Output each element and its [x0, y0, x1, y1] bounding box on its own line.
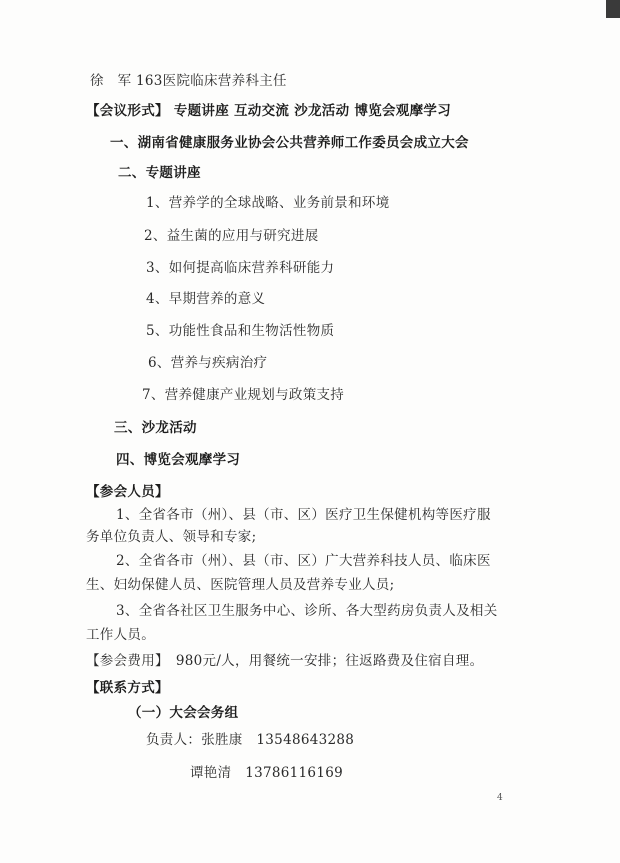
topic-item: 4、早期营养的意义 — [146, 291, 266, 307]
attendee-item: 2、全省各市（州）、县（市、区）广大营养科技人员、临床医 — [116, 553, 491, 569]
topic-item: 7、营养健康产业规划与政策支持 — [142, 387, 345, 403]
speaker-line: 徐 军 163医院临床营养科主任 — [90, 73, 287, 89]
section-four-heading: 四、博览会观摩学习 — [116, 452, 241, 468]
section-two-heading: 二、专题讲座 — [118, 165, 201, 181]
attendee-item-cont: 生、妇幼保健人员、医院管理人员及营养专业人员; — [86, 577, 395, 593]
topic-item: 1、营养学的全球战略、业务前景和环境 — [146, 195, 390, 211]
attendee-item: 1、全省各市（州）、县（市、区）医疗卫生保健机构等医疗服 — [116, 507, 491, 523]
attendee-item-cont: 工作人员。 — [86, 627, 155, 643]
conference-office-heading: （一）大会会务组 — [128, 705, 239, 721]
topic-item: 6、营养与疾病治疗 — [148, 355, 268, 371]
attendee-item-cont: 务单位负责人、领导和专家; — [86, 529, 257, 545]
scan-corner-mark — [606, 0, 620, 18]
topic-item: 2、益生菌的应用与研究进展 — [144, 228, 319, 244]
contact-person: 负责人：张胜康 13548643288 — [146, 732, 355, 748]
topic-item: 5、功能性食品和生物活性物质 — [146, 323, 335, 339]
attendees-heading: 【参会人员】 — [86, 484, 169, 500]
topic-item: 3、如何提高临床营养科研能力 — [146, 260, 335, 276]
page-number: 4 — [497, 793, 503, 803]
section-three-heading: 三、沙龙活动 — [114, 420, 197, 436]
contact-heading: 【联系方式】 — [86, 680, 169, 696]
attendee-item: 3、全省各社区卫生服务中心、诊所、各大型药房负责人及相关 — [116, 603, 498, 619]
contact-person: 谭艳清 13786116169 — [190, 765, 343, 781]
section-one-heading: 一、湖南省健康服务业协会公共营养师工作委员会成立大会 — [110, 135, 469, 151]
meeting-format: 【会议形式】 专题讲座 互动交流 沙龙活动 博览会观摩学习 — [86, 103, 451, 119]
fee-line: 【参会费用】 980元/人，用餐统一安排；往返路费及住宿自理。 — [86, 653, 484, 669]
